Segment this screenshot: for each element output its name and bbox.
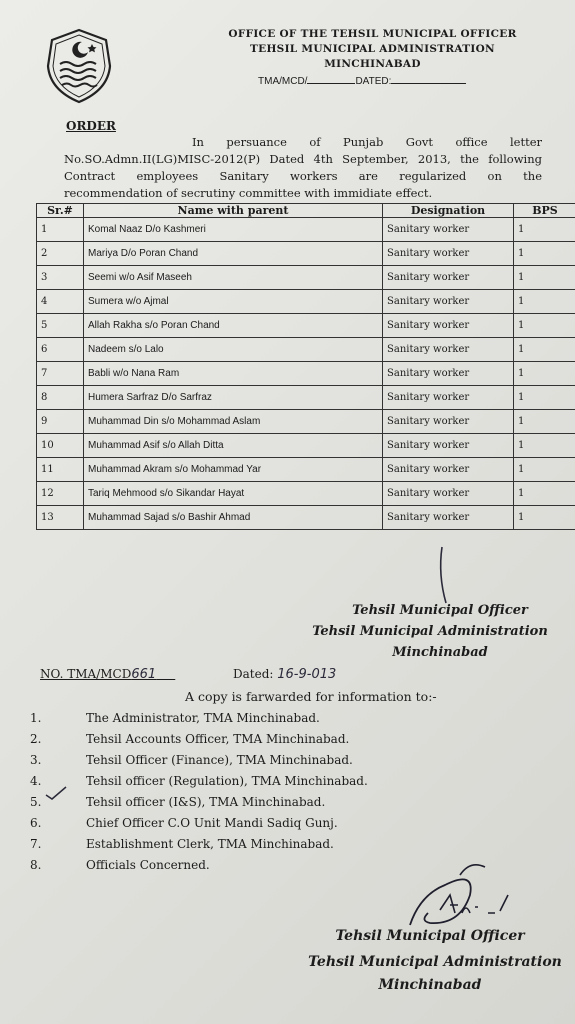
table-row [37,482,575,506]
signatory-city-2: Minchinabad [378,977,482,993]
cell-bps: 1 [514,290,575,314]
cell-designation: Sanitary worker [383,242,514,266]
cell-name: Mariya D/o Poran Chand [84,242,383,266]
cell-sr: 12 [37,482,84,506]
recipient-number: 2. [30,732,42,746]
ref-blank [307,74,355,84]
cell-bps: 1 [514,266,575,290]
recipient-item [30,858,368,879]
signatory-title-1: Tehsil Municipal Officer [352,603,528,618]
cell-designation: Sanitary worker [383,290,514,314]
cell-sr: 9 [37,410,84,434]
recipient-number: 1. [30,711,42,725]
signatory-title-2: Tehsil Municipal Officer [335,928,525,944]
cell-designation: Sanitary worker [383,266,514,290]
table-header-row [37,204,575,218]
cell-bps: 1 [514,242,575,266]
cell-name: Sumera w/o Ajmal [84,290,383,314]
cell-bps: 1 [514,458,575,482]
memo-date-value: 16-9-013 [277,667,337,682]
recipient-list [30,711,368,879]
checkmark-icon [44,785,68,801]
table-row [37,266,575,290]
recipient-number: 6. [30,816,42,830]
order-paragraph [64,134,542,202]
signature-stroke-mark [420,545,460,605]
recipient-text: Tehsil officer (Regulation), TMA Minchinabad. [86,774,368,788]
handwritten-signature-icon [400,855,530,935]
cell-name: Tariq Mehmood s/o Sikandar Hayat [84,482,383,506]
cell-bps: 1 [514,434,575,458]
cell-bps: 1 [514,506,575,530]
cell-designation: Sanitary worker [383,410,514,434]
memo-number-value: 661 [131,667,157,682]
cell-bps: 1 [514,410,575,434]
cell-sr: 5 [37,314,84,338]
ref-label: TMA/MCD/ [258,76,308,87]
memo-date [233,667,336,682]
order-line-1: In persuance of Punjab Govt office letter [192,135,542,149]
cell-bps: 1 [514,314,575,338]
copy-forwarded-intro: A copy is farwarded for information to:- [185,689,437,704]
cell-name: Muhammad Akram s/o Mohammad Yar [84,458,383,482]
administration-title: TEHSIL MUNICIPAL ADMINISTRATION [250,43,495,55]
table-row [37,314,575,338]
cell-name: Nadeem s/o Lalo [84,338,383,362]
recipient-text: Chief Officer C.O Unit Mandi Sadiq Gunj. [86,816,338,830]
cell-name: Allah Rakha s/o Poran Chand [84,314,383,338]
cell-sr: 7 [37,362,84,386]
reference-line [258,74,466,87]
cell-designation: Sanitary worker [383,362,514,386]
cell-name: Muhammad Sajad s/o Bashir Ahmad [84,506,383,530]
cell-name: Muhammad Din s/o Mohammad Aslam [84,410,383,434]
recipient-text: Tehsil officer (I&S), TMA Minchinabad. [86,795,326,809]
col-designation: Designation [383,204,514,218]
recipient-item [30,795,368,816]
table-row [37,386,575,410]
cell-bps: 1 [514,218,575,242]
recipient-text: Tehsil Officer (Finance), TMA Minchinabad. [86,753,353,767]
cell-designation: Sanitary worker [383,218,514,242]
order-line-4: recommendation of secrutiny committee with immidiate effect. [64,186,433,200]
cell-bps: 1 [514,338,575,362]
recipient-item [30,732,368,753]
col-bps: BPS [514,204,575,218]
cell-sr: 6 [37,338,84,362]
recipient-item [30,774,368,795]
signatory-org-2: Tehsil Municipal Administration [308,954,562,970]
table-row [37,242,575,266]
col-name: Name with parent [84,204,383,218]
memo-date-label: Dated: [233,667,274,681]
cell-bps: 1 [514,482,575,506]
recipient-text: Officials Concerned. [86,858,210,872]
cell-designation: Sanitary worker [383,482,514,506]
table-row [37,362,575,386]
recipient-text: Establishment Clerk, TMA Minchinabad. [86,837,334,851]
cell-bps: 1 [514,386,575,410]
cell-name: Humera Sarfraz D/o Sarfraz [84,386,383,410]
cell-name: Seemi w/o Asif Maseeh [84,266,383,290]
table-row [37,434,575,458]
cell-designation: Sanitary worker [383,434,514,458]
cell-sr: 8 [37,386,84,410]
recipient-number: 8. [30,858,42,872]
cell-designation: Sanitary worker [383,314,514,338]
cell-bps: 1 [514,362,575,386]
order-heading: ORDER [66,119,116,133]
dated-blank [391,74,466,84]
dated-label: DATED: [355,76,392,87]
cell-name: Komal Naaz D/o Kashmeri [84,218,383,242]
table-row [37,458,575,482]
staff-table [36,203,575,530]
order-line-3: Contract employees Sanitary workers are regularized on the [64,169,542,183]
cell-sr: 2 [37,242,84,266]
cell-sr: 1 [37,218,84,242]
cell-designation: Sanitary worker [383,338,514,362]
table-row [37,338,575,362]
cell-sr: 4 [37,290,84,314]
punjab-government-emblem-icon [42,26,116,104]
recipient-number: 5. [30,795,42,809]
cell-sr: 11 [37,458,84,482]
signatory-city-1: Minchinabad [392,645,488,660]
order-line-2: No.SO.Admn.II(LG)MISC-2012(P) Dated 4th September, 2013, the following [64,152,542,166]
table-row [37,410,575,434]
memo-number-label: NO. TMA/MCD661 [40,667,157,682]
col-sr: Sr.# [37,204,84,218]
recipient-item [30,753,368,774]
cell-designation: Sanitary worker [383,386,514,410]
cell-designation: Sanitary worker [383,458,514,482]
recipient-item [30,816,368,837]
city-title: MINCHINABAD [324,58,421,70]
table-row [37,506,575,530]
recipient-item [30,837,368,858]
recipient-text: Tehsil Accounts Officer, TMA Minchinabad. [86,732,350,746]
recipient-item [30,711,368,732]
table-row [37,290,575,314]
recipient-number: 7. [30,837,42,851]
signatory-org-1: Tehsil Municipal Administration [312,624,548,639]
office-title: OFFICE OF THE TEHSIL MUNICIPAL OFFICER [228,28,517,40]
recipient-text: The Administrator, TMA Minchinabad. [86,711,320,725]
recipient-number: 4. [30,774,42,788]
cell-sr: 3 [37,266,84,290]
cell-name: Babli w/o Nana Ram [84,362,383,386]
cell-designation: Sanitary worker [383,506,514,530]
cell-sr: 13 [37,506,84,530]
cell-name: Muhammad Asif s/o Allah Ditta [84,434,383,458]
cell-sr: 10 [37,434,84,458]
table-row [37,218,575,242]
recipient-number: 3. [30,753,42,767]
